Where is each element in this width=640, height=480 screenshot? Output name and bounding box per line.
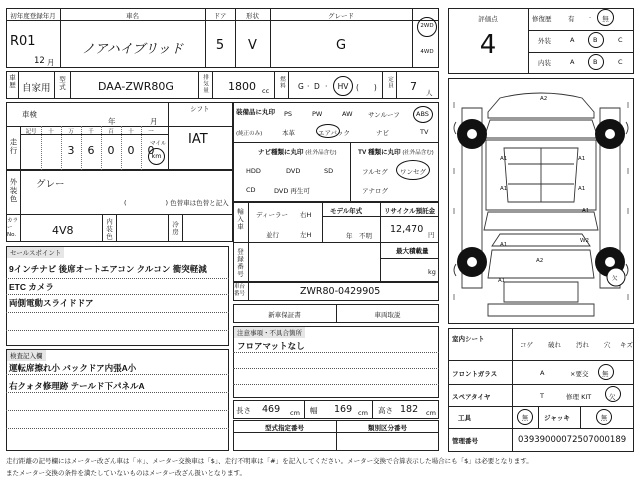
- damage-mark-3: A1: [500, 186, 508, 192]
- cc-unit: cc: [262, 87, 270, 95]
- height-label: 高さ: [378, 406, 393, 415]
- door-count: 5: [215, 38, 225, 53]
- nav-item-0: HDD: [246, 167, 261, 175]
- odo-separator: [101, 126, 102, 170]
- glass-item-0: A: [540, 369, 545, 377]
- equip-item-4: ABS: [416, 110, 429, 118]
- footer-line2: またメーター交換の条件を満たしていないものはメーター改ざん扱いとなります。: [6, 469, 246, 477]
- length-label: 長さ: [236, 406, 251, 415]
- reg-no-label: 登録番号: [236, 248, 244, 278]
- ext-grade-option-0: A: [570, 36, 575, 44]
- model-label: 型式: [58, 76, 66, 91]
- class-no-label: 類別区分番号: [368, 425, 407, 432]
- color-code-label: カラーNo.: [7, 218, 19, 238]
- nav-item-3: CD: [246, 186, 256, 194]
- grade-label: グレード: [328, 12, 354, 20]
- vehicle-label: 車歴: [8, 74, 16, 89]
- left-hand-option: 左H: [300, 231, 312, 239]
- notes-label: 注意事項・不具合箇所: [234, 327, 305, 338]
- usage-value: 自家用: [22, 83, 51, 94]
- dealer-option: ディーラー: [256, 211, 288, 219]
- seat-item-1: 破れ: [548, 341, 561, 349]
- grade-value: G: [335, 38, 347, 53]
- damage-mark-9: A1: [498, 278, 506, 284]
- odo-unit-header-5: 十: [128, 129, 134, 135]
- sales-line-0: 9インチナビ 後席オートエアコン クルコン 衝突軽減: [9, 264, 207, 274]
- odo-separator: [81, 126, 82, 170]
- fuel-hv: HV: [337, 82, 349, 91]
- capacity-value: 7: [410, 80, 417, 93]
- inspector-label: 検査記入欄: [7, 350, 46, 361]
- tool-label: 工具: [458, 415, 471, 422]
- inspector-line-0: 運転席擦れ小 バックドア内張A小: [9, 363, 137, 373]
- fuel-label: 燃料: [279, 76, 285, 89]
- capacity-label: 定員: [387, 76, 393, 89]
- int-grade-option-2: C: [618, 58, 623, 66]
- recycle-label: リサイクル預託金: [384, 208, 436, 215]
- ext-b-circle: [588, 32, 604, 48]
- equipment-title: 装備品に丸印: [236, 109, 275, 116]
- kg-unit: kg: [428, 268, 436, 276]
- damage-mark-1: A1: [500, 156, 508, 162]
- sales-line-1: ETC カメラ: [9, 282, 54, 292]
- inspect-month-label: 月: [150, 117, 158, 126]
- ext-color-label: 外装色: [9, 178, 18, 204]
- door-label: ドア: [213, 12, 227, 20]
- seat-item-3: 穴: [604, 341, 611, 349]
- equip-item2-0: 本革: [282, 129, 295, 137]
- car-diagram: [448, 78, 634, 324]
- recycle-value: 12,470: [390, 224, 424, 235]
- odo-separator: [121, 126, 122, 170]
- odo-separator: [61, 126, 62, 170]
- footer-line1: 走行距離の記号欄にはメーター改ざん車は「＊」、メーター交換車は「$」、走行不明車は「#」を記入してください。メーター交換で合算表示した場合にも「$」は必要となります。: [6, 457, 533, 465]
- odo-separator: [141, 126, 142, 170]
- jack-value: 無: [600, 414, 608, 422]
- odo-unit-header-6: 一: [148, 129, 154, 135]
- repair-yes: 有: [568, 15, 575, 23]
- damage-mark-7: A1: [500, 242, 508, 248]
- odo-unit-header-3: 千: [88, 129, 94, 135]
- import-label: 輸入車: [236, 208, 244, 231]
- fuel-g: G: [298, 82, 304, 91]
- displacement-label: 排気量: [202, 74, 208, 94]
- ext-grade-option-2: C: [618, 36, 623, 44]
- odo-unit-header-2: 万: [68, 129, 74, 135]
- int-b-circle: [588, 54, 604, 70]
- damage-mark-5: A1: [582, 208, 590, 214]
- chassis-value: ZWR80-0429905: [300, 286, 381, 297]
- odo-digit-4: 0: [147, 144, 155, 157]
- odo-digit-3: 0: [127, 144, 135, 157]
- abs-circle: [413, 106, 433, 123]
- odo-unit-header-1: 十: [48, 129, 54, 135]
- int-grade-option-0: A: [570, 58, 575, 66]
- max-load-label: 最大積載量: [396, 248, 429, 255]
- fuel-other: ( ): [356, 83, 377, 92]
- chassis-label: 車台番号: [234, 284, 246, 297]
- width-value: 169: [334, 404, 353, 415]
- reg-date-label: 初年度登録年月: [10, 12, 56, 20]
- score-label: 評価点: [478, 15, 498, 23]
- odo-label: 走行: [9, 138, 18, 155]
- spare-missing-circle: [605, 386, 621, 402]
- odo-digit-1: 6: [87, 144, 95, 157]
- equip-item-0: PS: [284, 110, 293, 118]
- nav-item-2: SD: [324, 167, 334, 175]
- equip-item-1: PW: [312, 110, 323, 118]
- reg-month: 12: [34, 56, 45, 66]
- repair-dot: ·: [589, 14, 592, 22]
- equipment-sub: (純正のみ): [236, 131, 263, 137]
- shape-label: 形状: [246, 12, 259, 20]
- spare-item-1: 修理 KIT: [566, 393, 592, 401]
- model-value: DAA-ZWR80G: [98, 80, 174, 93]
- repair-no: 無: [602, 15, 609, 23]
- drive-4wd: 4WD: [420, 49, 434, 55]
- displacement-value: 1800: [228, 80, 256, 93]
- damage-mark-6: W2: [580, 238, 589, 244]
- seat-item-2: 汚れ: [576, 341, 589, 349]
- fuel-dot2: ·: [325, 82, 328, 91]
- repair-label: 修復歴: [532, 15, 552, 23]
- seat-label: 室内シート: [452, 336, 485, 343]
- shift-value: IAT: [188, 132, 208, 147]
- yen-unit: 円: [428, 231, 435, 239]
- spare-item-2: 欠: [609, 393, 616, 401]
- damage-mark-10: 欠: [612, 276, 618, 282]
- fuel-dot1: ·: [307, 82, 310, 91]
- shift-label: シフト: [190, 105, 210, 113]
- seat-item-4: キズ: [620, 341, 633, 349]
- month-unit: 月: [47, 58, 55, 67]
- inspect-year-label: 年: [108, 117, 116, 126]
- mile-label: マイル: [150, 141, 167, 147]
- equip-item2-2: ナビ: [376, 129, 389, 137]
- int-grade-option-1: B: [593, 58, 598, 66]
- color-code-value: 4V8: [52, 224, 74, 237]
- type-no-label: 型式指定番号: [265, 425, 304, 432]
- parallel-option: 並行: [266, 231, 279, 239]
- inspect-label: 車検: [22, 110, 37, 119]
- ext-grade-option-1: B: [593, 36, 598, 44]
- equip-item-3: サンルーフ: [368, 111, 400, 119]
- drive-2wd: 2WD: [420, 23, 434, 29]
- spare-item-0: T: [540, 392, 544, 400]
- mgmt-label: 管理番号: [452, 438, 478, 445]
- odo-unit-header-4: 百: [108, 129, 114, 135]
- odo-digit-2: 0: [107, 144, 115, 157]
- seat-item-0: コゲ: [520, 341, 533, 349]
- odo-separator: [41, 126, 42, 170]
- body-shape: V: [248, 38, 257, 53]
- sales-point-label: セールスポイント: [7, 247, 64, 258]
- tv-title: TV 種類に丸印 (社外品含む): [358, 149, 434, 156]
- height-value: 182: [400, 404, 419, 415]
- sales-line-2: 両側電動スライドドア: [9, 298, 94, 308]
- tv-item-2: アナログ: [362, 187, 388, 195]
- jack-label: ジャッキ: [544, 415, 570, 422]
- equip-item2-1: エアバック: [318, 129, 350, 137]
- car-name-label: 車名: [126, 12, 139, 20]
- length-value: 469: [262, 404, 281, 415]
- inspector-line-1: 右クォタ修理跡 テールド下パネルA: [9, 381, 145, 391]
- tv-item-0: フルセグ: [362, 168, 388, 176]
- right-hand-option: 右H: [300, 211, 312, 219]
- damage-mark-4: A1: [578, 186, 586, 192]
- car-name: ノアハイブリッド: [81, 41, 184, 56]
- nav-item-1: DVD: [286, 167, 301, 175]
- ext-grade-label: 外装: [538, 37, 551, 45]
- ext-color-value: グレー: [36, 179, 65, 190]
- glass-item-2: 無: [602, 370, 609, 378]
- damage-mark-8: A2: [536, 258, 544, 264]
- length-cm: cm: [290, 409, 300, 417]
- width-cm: cm: [358, 409, 368, 417]
- manual-label: 車両取説: [374, 311, 401, 319]
- odo-digit-0: 3: [67, 144, 75, 157]
- glass-item-1: ×要交: [570, 370, 589, 378]
- notes-line-0: フロアマットなし: [237, 341, 305, 351]
- ac-label: 冷房: [171, 221, 179, 236]
- oneseg-circle: [396, 160, 430, 180]
- tool-value: 無: [521, 414, 529, 422]
- fuel-d: D: [314, 82, 320, 91]
- mgmt-value: 03939000072507000189: [518, 435, 627, 445]
- width-label: 幅: [310, 406, 318, 415]
- glass-none-circle: [598, 364, 614, 380]
- airbag-circle: [316, 124, 340, 138]
- height-cm: cm: [426, 409, 436, 417]
- int-grade-label: 内装: [538, 59, 551, 67]
- capacity-unit: 人: [426, 89, 433, 97]
- nav-item-4: DVD 再生可: [274, 187, 310, 195]
- tv-item-1: ワンセグ: [400, 168, 426, 176]
- spare-label: スペアタイヤ: [452, 394, 491, 401]
- nav-title: ナビ種類に丸印 (社外品含む): [258, 149, 337, 156]
- km-unit: km: [151, 152, 162, 160]
- odo-unit-header-0: 記号: [25, 129, 37, 135]
- equip-item2-3: TV: [420, 128, 429, 136]
- sales-point-box: [6, 246, 229, 346]
- equip-item-2: AW: [342, 110, 353, 118]
- score-value: 4: [479, 30, 497, 60]
- color-note: ( ) 色替車は色替と記入: [124, 199, 229, 207]
- model-year-value: 年 不明: [346, 232, 372, 240]
- int-color-label: 内装色: [105, 218, 113, 241]
- damage-mark-0: A2: [540, 96, 548, 102]
- model-year-label: モデル年式: [330, 208, 363, 215]
- glass-label: フロントガラス: [452, 371, 498, 378]
- reg-era: R01: [10, 34, 36, 49]
- damage-mark-2: A1: [578, 156, 586, 162]
- new-warranty-label: 新車保証書: [268, 311, 301, 319]
